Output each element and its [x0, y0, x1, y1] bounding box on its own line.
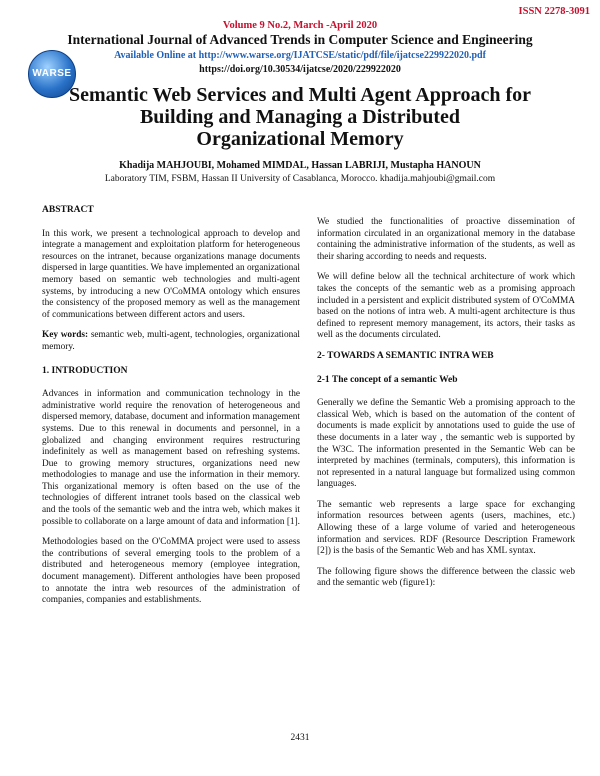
affiliation: Laboratory TIM, FSBM, Hassan II University of Casablanca, Morocco. khadija.mahjoubi@gmail.com [104, 174, 496, 184]
paper-title [0, 84, 600, 150]
keywords-text: semantic web, multi-agent, technologies, organizational memory. [42, 330, 300, 352]
right-paragraph-3: Generally we define the Semantic Web a promising approach to the classical Web, which is based on the automation of the content of documents is made explicit by annotations used to guide the use of these documents in a later way , the semantic web is supported by the W3C. The information presented in the Semantic Web can be interpreted by machines (terminals, computers), this information is not represented in a natural language but formalized using common languages. [317, 398, 575, 490]
intro-paragraph-1: Advances in information and communication technology in the administrative world require the renovation of heterogeneous and dispersed memory, database, document and information management systems. Due to this renewal in documents and personnel, in a globalized and changing environment requires restructuring indefinitely as well as management based on refreshing systems. Due to growing memory structures, organizations need new methodologies to manage and use the information in their memory. This organizational memory is often based on the use of the technologies of different intranet tools based on the classical web and the tools of the semantic web and the intra web, which makes it possible to collaborate on a large amount of data and information [1]. [42, 389, 300, 527]
right-paragraph-4: The semantic web represents a large space for exchanging information resources between agents (users, machines, etc.) Allowing these of a large volume of varied and heterogeneous information and services. RDF (Resource Description Framework [2]) is the basis of the Semantic Web and has XML syntax. [317, 499, 575, 557]
abstract-text: In this work, we present a technological approach to develop and integrate a management and exploitation platform for heterogeneous resources on the intranet, because organizations manage documents dispersed in large quantities. We have implemented an organizational memory based on semantic web technologies and multi-agent systems, by introducing a new O'CoMMA ontology which ensures the consistency of the proposed memory as well as the management of communications between different actors and users. [42, 228, 300, 320]
title-line-3: Organizational Memory [196, 128, 404, 150]
issn-label: ISSN 2278-3091 [518, 6, 590, 17]
section-2-heading: 2- TOWARDS A SEMANTIC INTRA WEB [317, 350, 494, 361]
authors: Khadija MAHJOUBI, Mohamed MIMDAL, Hassan LABRIJI, Mustapha HANOUN [119, 160, 481, 171]
right-paragraph-1: We studied the functionalities of proactive dissemination of information circulated in an organizational memory in the database containing the administrative information of the students, as well as their sharing according to needs and requests. [317, 217, 575, 262]
title-line-1: Semantic Web Services and Multi Agent Approach for [68, 84, 532, 106]
journal-title: International Journal of Advanced Trends in Computer Science and Engineering [67, 32, 533, 47]
keywords-label: Key words: [42, 330, 89, 341]
right-paragraph-5: The following figure shows the difference between the classic web and the semantic web (figure1): [317, 566, 575, 589]
abstract-heading: ABSTRACT [42, 205, 94, 215]
available-online-link[interactable]: Available Online at http://www.warse.org/IJATCSE/static/pdf/file/ijatcse229922020.pdf [114, 50, 486, 61]
section-2-1-heading: 2-1 The concept of a semantic Web [317, 374, 458, 385]
left-column [42, 205, 300, 616]
right-paragraph-2: We will define below all the technical architecture of work which takes the concepts of the semantic web as a promising approach included in a persistent and explicit distributed system of O'CoMMA based on the notions of intra web. A multi-agent architecture is thus defined to represent memory management, its actors, their tasks as well as the documents circulated. [317, 272, 575, 341]
intro-paragraph-2: Methodologies based on the O'CoMMA project were used to assess the contributions of several emerging tools to the problem of a distributed and heterogeneous memory (employee integration, document management). Different anthologies have been proposed to annotate the intra web resources of the administration of companies, companies and establishments. [42, 537, 300, 606]
keywords [42, 330, 300, 353]
right-column [317, 217, 575, 599]
introduction-heading: 1. INTRODUCTION [42, 365, 128, 376]
title-line-2: Building and Managing a Distributed [139, 106, 461, 128]
volume-info: Volume 9 No.2, March -April 2020 [222, 20, 378, 31]
doi-link[interactable]: https://doi.org/10.30534/ijatcse/2020/229922020 [199, 64, 401, 75]
page-number: 2431 [290, 733, 310, 743]
logo-text: WARSE [32, 68, 72, 79]
